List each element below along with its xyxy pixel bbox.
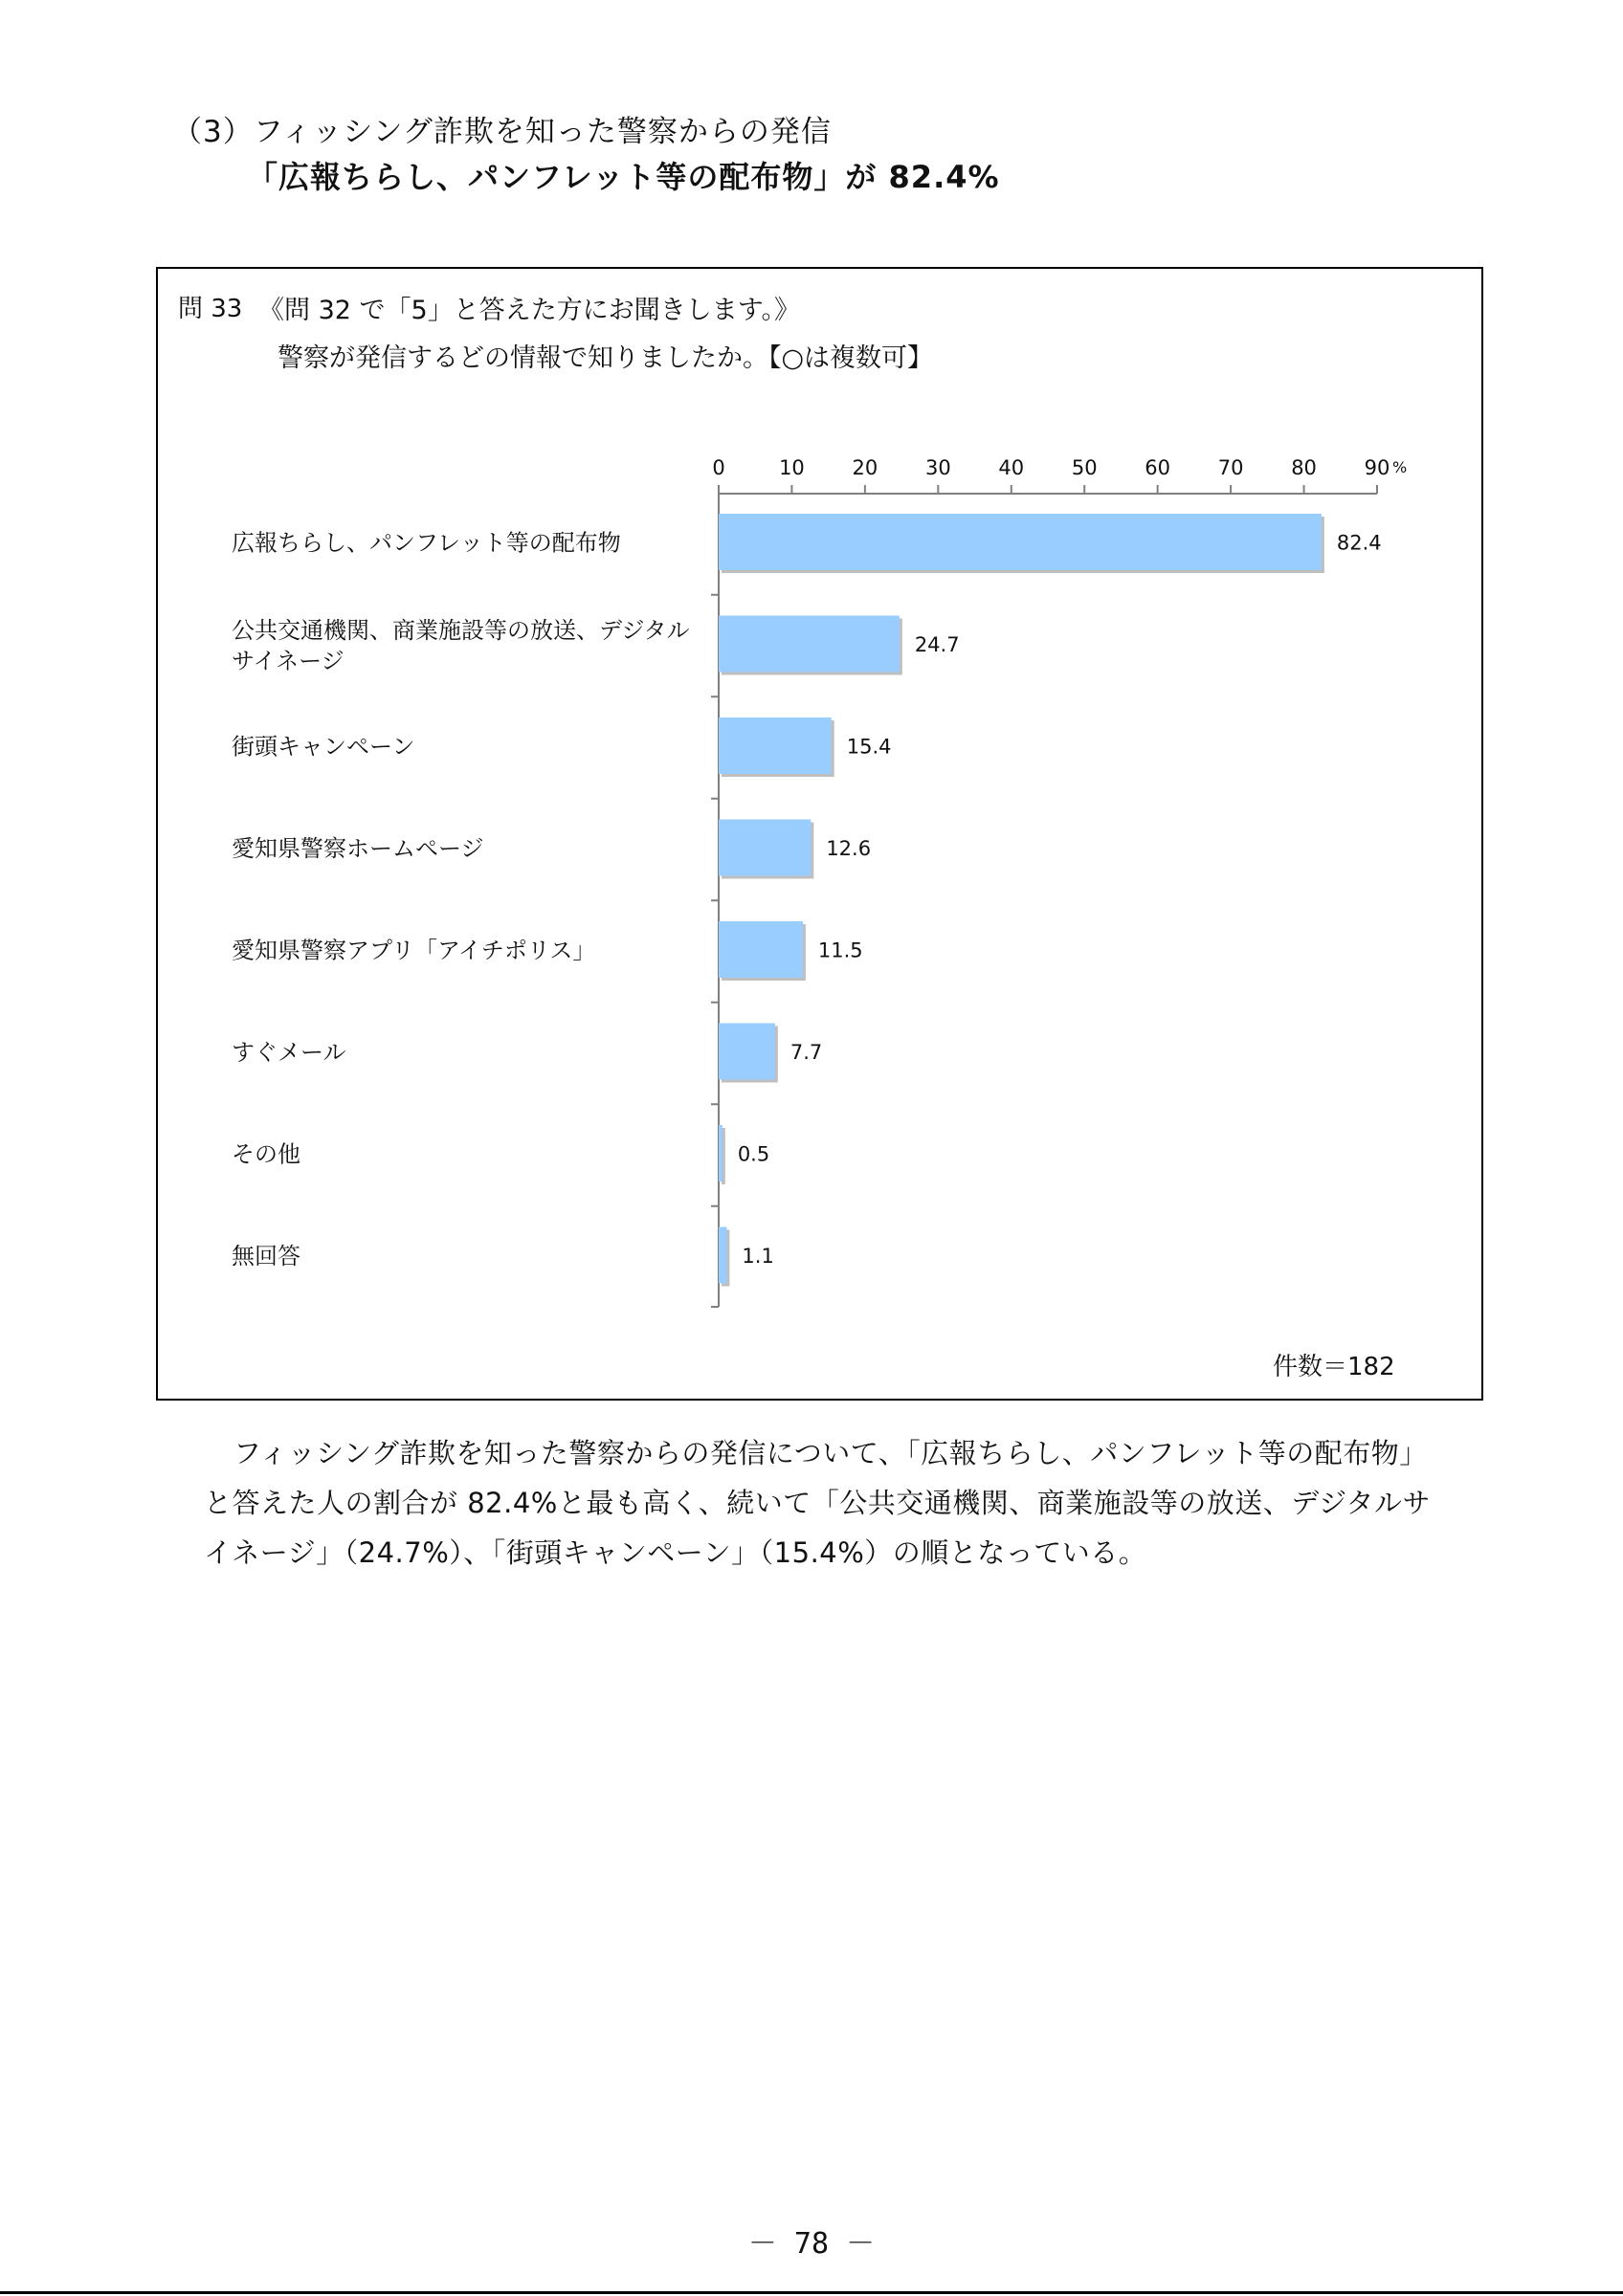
category-label: すぐメール: [232, 1039, 346, 1066]
x-tick-label: 20: [852, 456, 878, 479]
x-tick-label: 80: [1291, 456, 1317, 479]
bar: [719, 514, 1322, 570]
x-tick-label: 30: [924, 456, 951, 479]
category-label: 愛知県警察ホームページ: [232, 835, 484, 862]
sample-count: 件数＝182: [1273, 1353, 1395, 1381]
bar: [719, 820, 811, 876]
category-label: 公共交通機関、商業施設等の放送、デジタル: [232, 617, 690, 644]
x-axis-unit: %: [1392, 458, 1408, 476]
section-subheading: 「広報ちらし、パンフレット等の配布物」が 82.4%: [247, 159, 1000, 195]
bar-value-label: 24.7: [914, 633, 960, 656]
bar-value-label: 12.6: [826, 837, 872, 860]
paragraph-line: イネージ」（24.7%）、「街頭キャンペーン」（15.4%）の順となっている。: [204, 1536, 1147, 1569]
category-label: サイネージ: [232, 648, 345, 674]
question-line-1: 《問 32 で「5」と答えた方にお聞きします。》: [258, 296, 801, 325]
x-tick-label: 50: [1071, 456, 1098, 479]
bar: [719, 718, 832, 774]
x-tick-label: 0: [712, 456, 725, 479]
category-label: 街頭キャンペーン: [232, 733, 415, 761]
bar-value-label: 7.7: [789, 1041, 823, 1064]
bar-value-label: 11.5: [817, 938, 863, 962]
bar-value-label: 1.1: [742, 1245, 774, 1268]
bar-value-label: 15.4: [846, 735, 892, 759]
bar: [719, 1024, 775, 1080]
bar-value-label: 82.4: [1336, 531, 1382, 555]
bar: [719, 1125, 723, 1181]
question-number: 問 33: [178, 295, 243, 323]
x-tick-label: 60: [1145, 456, 1171, 479]
page-number: － 78 －: [747, 2227, 876, 2261]
bar: [719, 921, 803, 978]
bar: [719, 1227, 726, 1284]
bar: [719, 616, 900, 673]
bottom-rule: [0, 2291, 1623, 2294]
section-heading: （3）フィッシング詐欺を知った警察からの発信: [172, 115, 832, 149]
x-tick-label: 70: [1217, 456, 1244, 479]
question-line-2: 警察が発信するどの情報で知りましたか。【○は複数可】: [278, 343, 934, 373]
category-label: 愛知県警察アプリ「アイチポリス」: [232, 937, 596, 964]
bar-value-label: 0.5: [737, 1142, 770, 1166]
x-tick-label: 90: [1364, 456, 1390, 479]
x-tick-label: 10: [779, 456, 805, 479]
category-label: 広報ちらし、パンフレット等の配布物: [232, 529, 621, 557]
paragraph-line: と答えた人の割合が 82.4%と最も高く、続いて「公共交通機関、商業施設等の放送、デジタルサ: [204, 1487, 1432, 1519]
category-label: その他: [232, 1140, 300, 1168]
category-label: 無回答: [232, 1243, 300, 1269]
paragraph-line: フィッシング詐欺を知った警察からの発信について、「広報ちらし、パンフレット等の配布物」: [233, 1437, 1428, 1469]
x-tick-label: 40: [998, 456, 1025, 479]
